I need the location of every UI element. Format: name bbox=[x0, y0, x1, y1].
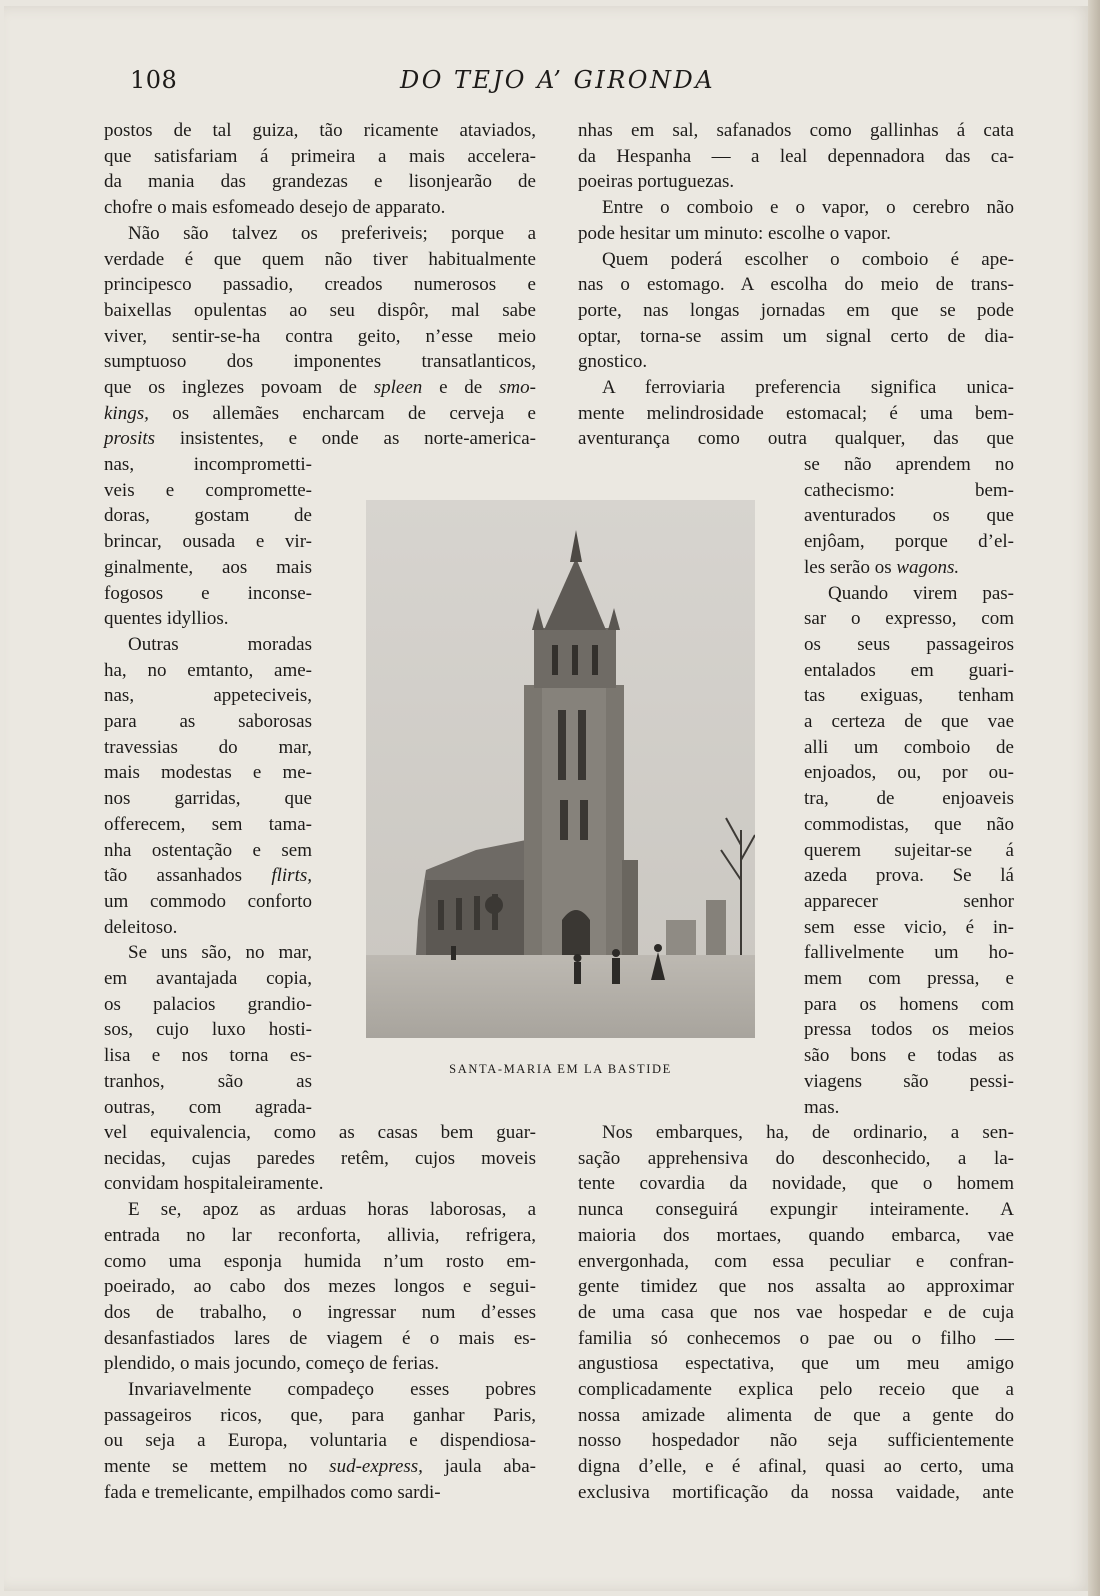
text-line: nas o estomago. A escolha do meio de trans- bbox=[578, 274, 1014, 296]
text-line: angustiosa espectativa, que um meu amigo bbox=[578, 1353, 1014, 1375]
text-line: mem com pressa, e bbox=[804, 968, 1014, 989]
text-line: passageiros ricos, que, para ganhar Paris, bbox=[104, 1404, 536, 1426]
right-column-bottom bbox=[578, 1120, 1014, 1506]
text-line: mais modestas e me- bbox=[104, 762, 312, 784]
text-line: Não são talvez os preferiveis; porque a bbox=[128, 222, 536, 244]
church-photograph bbox=[366, 500, 755, 1038]
text-line: plendido, o mais jocundo, começo de ferias. bbox=[104, 1353, 440, 1375]
text-line: fogosos e inconse- bbox=[104, 582, 312, 604]
text-line: Entre o comboio e o vapor, o cerebro não bbox=[602, 197, 1014, 219]
text-line: poeirado, ao cabo dos mezes longos e segui- bbox=[104, 1276, 536, 1298]
text-line: mente se mettem no sud-express, jaula aba- bbox=[104, 1456, 537, 1478]
text-line: viver, sentir-se-ha contra geito, n’esse meio bbox=[104, 325, 536, 347]
page-number: 108 bbox=[130, 66, 178, 94]
text-line: nunca conseguirá expungir inteiramente. A bbox=[578, 1199, 1014, 1221]
text-line: azeda prova. Se lá bbox=[804, 865, 1014, 887]
text-line: Se uns são, no mar, bbox=[128, 942, 312, 964]
text-line: enjôam, porque d’el- bbox=[804, 531, 1014, 553]
text-line: aventurados os que bbox=[804, 505, 1014, 527]
text-line: envergonhada, com essa peculiar e confran- bbox=[578, 1250, 1014, 1272]
text-line: apparecer senhor bbox=[804, 890, 1014, 912]
text-line: se não aprendem no bbox=[804, 454, 1014, 475]
text-line: necidas, cujas paredes retêm, cujos moveis bbox=[104, 1147, 536, 1169]
text-line: da Hespanha — a leal depennadora das ca- bbox=[578, 145, 1014, 167]
text-line: doras, gostam de bbox=[104, 505, 312, 527]
text-line: fallivelmente um ho- bbox=[804, 942, 1014, 964]
text-line: que os inglezes povoam de spleen e de smo- bbox=[104, 377, 536, 398]
text-line: são bons e todas as bbox=[804, 1045, 1014, 1067]
text-line: como uma esponja humida n’um rosto em- bbox=[104, 1250, 536, 1272]
text-line: nosso hospedador não seja sufficientemente bbox=[578, 1430, 1014, 1452]
text-line: offerecem, sem tama- bbox=[104, 813, 312, 835]
text-line: digna d’elle, e é afinal, quasi ao certo, uma bbox=[578, 1456, 1014, 1478]
text-line: lisa e nos torna es- bbox=[104, 1045, 312, 1067]
text-line: para as saborosas bbox=[104, 711, 312, 732]
text-line: nos garridas, que bbox=[104, 788, 312, 810]
text-line: kings, os allemães encharcam de cerveja e bbox=[104, 402, 536, 424]
text-line: travessias do mar, bbox=[104, 736, 312, 758]
text-line: fada e tremelicante, empilhados como sardi- bbox=[104, 1481, 441, 1503]
text-line: Quando virem pas- bbox=[828, 582, 1014, 604]
left-column-narrow bbox=[104, 452, 312, 1120]
figure-caption: SANTA-MARIA EM LA BASTIDE bbox=[449, 1062, 672, 1076]
text-line: tranhos, são as bbox=[104, 1070, 312, 1092]
text-line: prosits insistentes, e onde as norte-america- bbox=[104, 428, 536, 450]
text-line: pressa todos os meios bbox=[804, 1019, 1014, 1041]
text-line: enjoados, ou, por ou- bbox=[804, 762, 1014, 784]
left-column-bottom bbox=[104, 1120, 536, 1506]
text-line: A ferroviaria preferencia significa unica- bbox=[602, 377, 1014, 398]
text-line: viagens são pessi- bbox=[804, 1070, 1014, 1092]
text-line: os seus passageiros bbox=[804, 633, 1014, 655]
page-header bbox=[0, 66, 1100, 100]
text-line: optar, torna-se assim um signal certo de dia- bbox=[578, 325, 1014, 347]
text-line: nas, incomprometti- bbox=[104, 454, 312, 475]
text-line: de uma casa que nos vae hospedar e de cuja bbox=[578, 1301, 1014, 1323]
text-line: tra, de enjoaveis bbox=[804, 788, 1014, 810]
text-line: vel equivalencia, como as casas bem guar- bbox=[104, 1122, 536, 1143]
page-edge bbox=[1088, 0, 1100, 1596]
text-line: postos de tal guiza, tão ricamente ataviados, bbox=[104, 120, 536, 141]
text-line: gente timidez que nos assalta ao approximar bbox=[578, 1276, 1014, 1298]
text-line: porte, nas longas jornadas em que se pode bbox=[578, 299, 1014, 321]
text-line: ou seja a Europa, voluntaria e dispendiosa- bbox=[104, 1430, 536, 1452]
text-line: tas exiguas, tenham bbox=[804, 685, 1014, 707]
text-line: tão assanhados flirts, bbox=[104, 865, 312, 887]
text-line: principesco passadio, creados numerosos e bbox=[104, 274, 536, 296]
text-line: querem sujeitar-se á bbox=[804, 839, 1014, 861]
text-line: gnostico. bbox=[578, 351, 648, 373]
text-line: mas. bbox=[804, 1096, 840, 1118]
text-line: sação apprehensiva do desconhecido, a la- bbox=[578, 1147, 1014, 1169]
text-line: nossa amizade alimenta de que a gente do bbox=[578, 1404, 1014, 1426]
text-line: entrada no lar reconforta, allivia, refrigera, bbox=[104, 1224, 536, 1246]
text-line: familia só conhecemos o pae ou o filho — bbox=[578, 1327, 1014, 1349]
text-line: entalados em guari- bbox=[804, 659, 1014, 681]
running-title: DO TEJO A’ GIRONDA bbox=[400, 66, 716, 94]
text-line: les serão os wagons. bbox=[804, 556, 960, 578]
text-line: sos, cujo luxo hosti- bbox=[104, 1019, 312, 1041]
text-line: convidam hospitaleiramente. bbox=[104, 1173, 324, 1195]
text-line: veis e compromette- bbox=[104, 479, 312, 501]
text-line: pode hesitar um minuto: escolhe o vapor. bbox=[578, 222, 891, 244]
text-line: Outras moradas bbox=[128, 633, 312, 655]
text-line: aventurança como outra qualquer, das que bbox=[578, 428, 1014, 450]
text-line: verdade é que quem não tiver habitualmente bbox=[104, 248, 536, 270]
text-line: sem esse vicio, é in- bbox=[804, 916, 1014, 938]
text-line: exclusiva mortificação da nossa vaidade, ante bbox=[578, 1481, 1014, 1503]
text-line: Invariavelmente compadeço esses pobres bbox=[128, 1379, 536, 1400]
text-line: ha, no emtanto, ame- bbox=[104, 659, 312, 681]
text-line: os palacios grandio- bbox=[104, 993, 312, 1015]
text-line: Quem poderá escolher o comboio é ape- bbox=[602, 248, 1014, 270]
text-line: E se, apoz as arduas horas laborosas, a bbox=[128, 1199, 536, 1221]
text-line: mente melindrosidade estomacal; é uma bem- bbox=[578, 402, 1014, 424]
text-line: ginalmente, aos mais bbox=[104, 556, 312, 578]
text-line: a certeza de que vae bbox=[804, 711, 1014, 732]
text-line: alli um comboio de bbox=[804, 736, 1014, 758]
text-line: deleitoso. bbox=[104, 916, 178, 938]
text-line: nas, appeteciveis, bbox=[104, 685, 312, 707]
text-line: nhas em sal, safanados como gallinhas á cata bbox=[578, 120, 1014, 141]
text-line: outras, com agrada- bbox=[104, 1096, 312, 1118]
text-line: um commodo conforto bbox=[104, 890, 312, 912]
text-line: Nos embarques, ha, de ordinario, a sen- bbox=[602, 1122, 1014, 1143]
text-line: chofre o mais esfomeado desejo de apparato. bbox=[104, 197, 446, 219]
text-line: quentes idyllios. bbox=[104, 608, 229, 630]
text-line: sar o expresso, com bbox=[804, 608, 1014, 630]
text-line: baixellas opulentas ao seu dispôr, mal sabe bbox=[104, 299, 536, 321]
text-line: poeiras portuguezas. bbox=[578, 171, 735, 193]
text-line: sumptuoso dos imponentes transatlanticos, bbox=[104, 351, 536, 373]
left-column-top bbox=[104, 118, 536, 452]
text-line: desanfastiados lares de viagem é o mais es- bbox=[104, 1327, 536, 1349]
text-line: em avantajada copia, bbox=[104, 968, 312, 989]
text-line: da mania das grandezas e lisonjearão de bbox=[104, 171, 536, 193]
text-line: que satisfariam á primeira a mais accelera- bbox=[104, 145, 536, 167]
text-line: tente covardia da novidade, que o homem bbox=[578, 1173, 1014, 1195]
text-line: maioria dos mortaes, quando embarca, vae bbox=[578, 1224, 1014, 1246]
text-line: complicadamente explica pelo receio que a bbox=[578, 1379, 1014, 1400]
right-column-top bbox=[578, 118, 1014, 452]
text-line: dos de trabalho, o ingressar num d’esses bbox=[104, 1301, 536, 1323]
text-line: brincar, ousada e vir- bbox=[104, 531, 312, 553]
text-line: commodistas, que não bbox=[804, 813, 1014, 835]
right-column-narrow bbox=[804, 452, 1014, 1120]
text-line: cathecismo: bem- bbox=[804, 479, 1014, 501]
text-line: para os homens com bbox=[804, 993, 1014, 1015]
text-line: nha ostentação e sem bbox=[104, 839, 312, 861]
